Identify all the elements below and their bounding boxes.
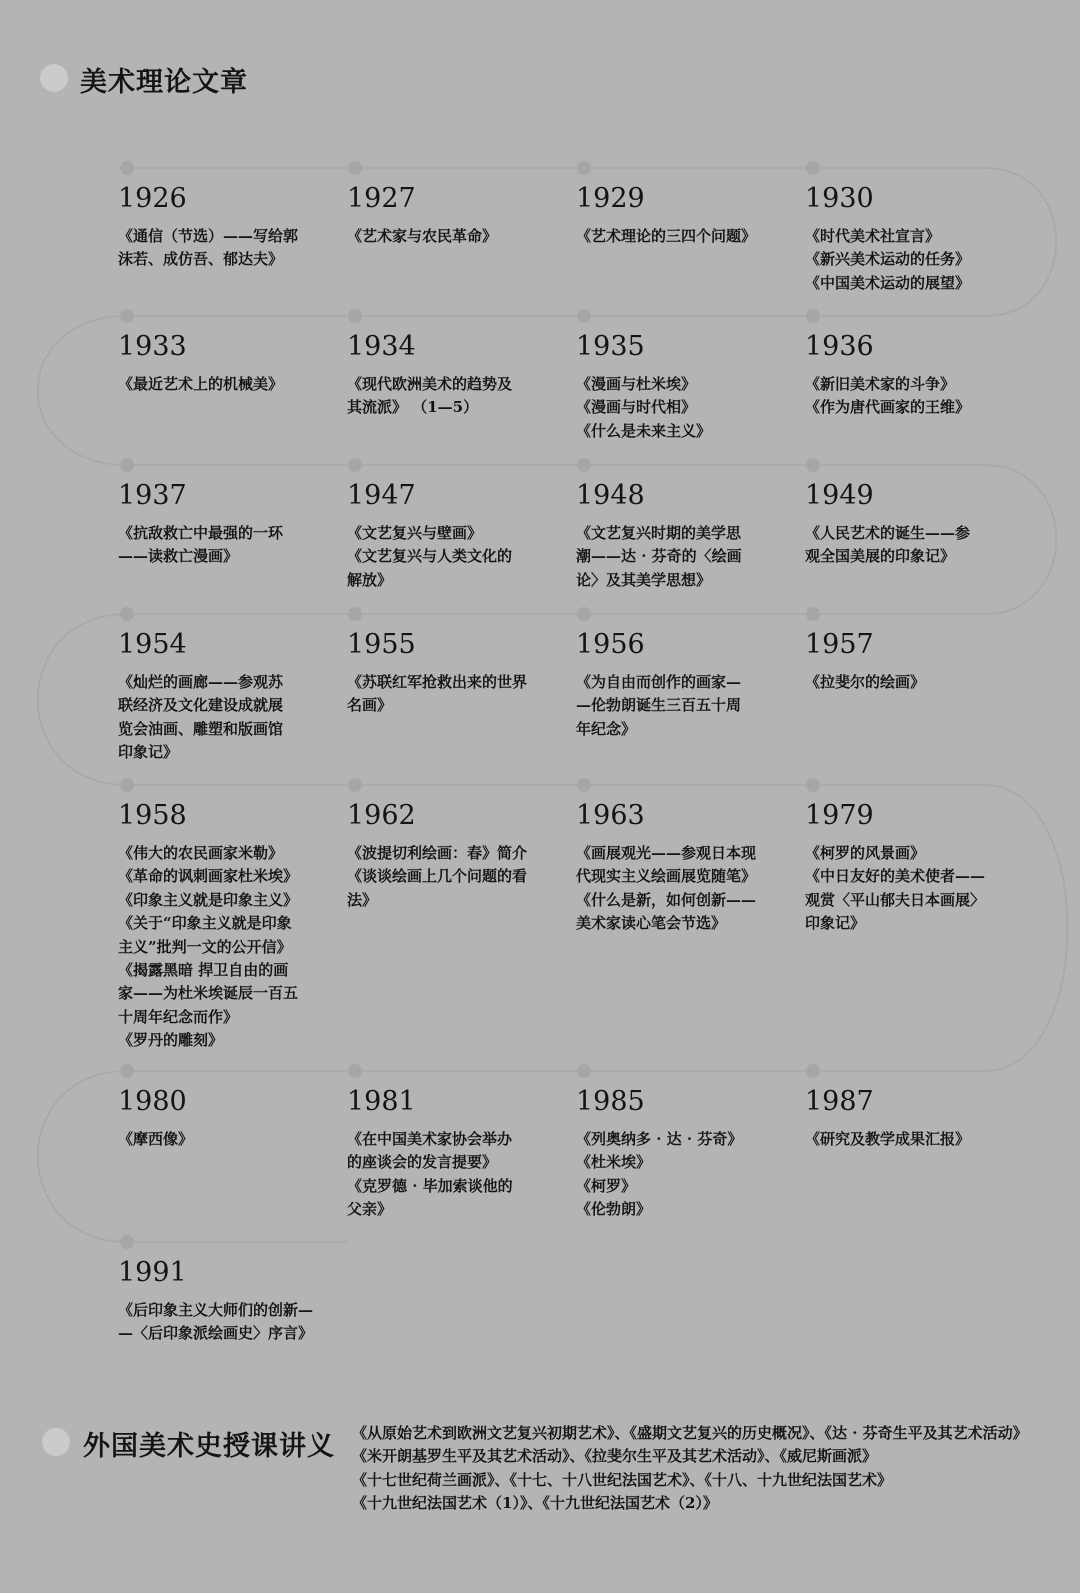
timeline-entry xyxy=(805,184,1005,295)
work-title: 沫若、成仿吾、郁达夫》 xyxy=(118,250,284,269)
works-list xyxy=(576,1128,776,1222)
work-title: 美术家读心笔会节选》 xyxy=(576,914,727,933)
work-title: 十周年纪念而作》 xyxy=(118,1007,239,1026)
work-title: 《漫画与时代相》 xyxy=(576,398,697,417)
timeline-node-dot xyxy=(806,1064,820,1078)
timeline-entry xyxy=(347,630,547,718)
work-title: 家——为杜米埃诞辰一百五 xyxy=(118,984,299,1003)
works-list xyxy=(805,225,1005,295)
work-title: 《后印象主义大师们的创新— xyxy=(118,1301,314,1319)
work-title: —〈后印象派绘画史〉序言》 xyxy=(118,1324,314,1343)
work-title: 名画》 xyxy=(347,696,393,715)
work-title: 《抗敌救亡中最强的一环 xyxy=(118,524,284,542)
year-label: 1929 xyxy=(576,183,645,214)
works-list xyxy=(576,842,776,936)
work-title: 《人民艺术的诞生——参 xyxy=(805,524,971,542)
section-marker-dot xyxy=(42,1428,70,1456)
works-list xyxy=(805,522,1005,569)
year-label: 1930 xyxy=(805,183,874,214)
year-label: 1962 xyxy=(347,800,416,831)
works-list xyxy=(118,1128,318,1151)
work-title: 《漫画与杜米埃》 xyxy=(576,375,697,393)
year-label: 1954 xyxy=(118,629,187,660)
work-title: 《柯罗的风景画》 xyxy=(805,844,926,862)
timeline-entry xyxy=(347,801,547,912)
work-title: 《关于“印象主义就是印象 xyxy=(118,914,292,933)
timeline-node-dot xyxy=(577,458,591,472)
work-title: 《革命的讽刺画家杜米埃》 xyxy=(118,867,299,886)
works-list xyxy=(805,842,1005,936)
timeline-node-dot xyxy=(806,607,820,621)
work-title: 《文艺复兴与壁画》 xyxy=(347,524,483,542)
work-title: 《摩西像》 xyxy=(118,1130,194,1148)
works-list xyxy=(805,373,1005,420)
work-title: 《研究及教学成果汇报》 xyxy=(805,1130,971,1148)
timeline-entry xyxy=(576,332,776,443)
year-label: 1957 xyxy=(805,629,874,660)
work-title: 的座谈会的发言提要》 xyxy=(347,1153,498,1172)
work-title: 《柯罗》 xyxy=(576,1176,637,1195)
timeline-entry xyxy=(118,1087,318,1151)
timeline-node-dot xyxy=(348,607,362,621)
work-title: 联经济及文化建设成就展 xyxy=(118,696,284,715)
work-title: 《在中国美术家协会举办 xyxy=(347,1130,513,1148)
timeline-entry xyxy=(347,1087,547,1222)
timeline-node-dot xyxy=(348,309,362,323)
section-title-theory: 美术理论文章 xyxy=(80,67,248,98)
year-label: 1933 xyxy=(118,331,187,362)
work-title: 《最近艺术上的机械美》 xyxy=(118,375,284,393)
work-title: 《苏联红军抢救出来的世界 xyxy=(347,673,528,691)
year-label: 1987 xyxy=(805,1086,874,1117)
timeline-entry xyxy=(805,630,1005,694)
timeline-node-dot xyxy=(577,1064,591,1078)
works-list xyxy=(347,671,547,718)
works-list xyxy=(576,373,776,443)
work-title: 《通信（节选）——写给郭 xyxy=(118,227,299,245)
work-title: 《罗丹的雕刻》 xyxy=(118,1031,224,1050)
year-label: 1958 xyxy=(118,800,187,831)
work-title: 《为自由而创作的画家— xyxy=(576,673,742,691)
timeline-node-dot xyxy=(348,161,362,175)
work-title: 法》 xyxy=(347,890,378,909)
timeline-node-dot xyxy=(806,309,820,323)
work-title: 《新兴美术运动的任务》 xyxy=(805,250,971,269)
work-title: 《伟大的农民画家米勒》 xyxy=(118,844,284,862)
work-title: 年纪念》 xyxy=(576,719,637,738)
year-label: 1949 xyxy=(805,480,874,511)
work-title: 《揭露黑暗 捍卫自由的画 xyxy=(118,961,289,980)
timeline-node-dot xyxy=(348,1064,362,1078)
timeline-node-dot xyxy=(577,161,591,175)
work-title: 览会油画、雕塑和版画馆 xyxy=(118,719,284,738)
work-title: 《什么是新，如何创新—— xyxy=(576,890,757,909)
work-title: 《中国美术运动的展望》 xyxy=(805,273,971,292)
work-title: 《印象主义就是印象主义》 xyxy=(118,890,299,909)
work-title: 观全国美展的印象记》 xyxy=(805,547,956,566)
work-title: 印象记》 xyxy=(118,743,179,762)
timeline-entry xyxy=(805,332,1005,420)
works-list xyxy=(118,373,318,396)
work-title: 《文艺复兴与人类文化的 xyxy=(347,547,513,566)
timeline-node-dot xyxy=(120,778,134,792)
lecture-line: 《十七世纪荷兰画派》、《十七、十八世纪法国艺术》、《十八、十九世纪法国艺术》 xyxy=(352,1470,893,1489)
works-list xyxy=(118,671,318,765)
timeline-node-dot xyxy=(806,161,820,175)
timeline-entry xyxy=(347,481,547,592)
year-label: 1934 xyxy=(347,331,416,362)
timeline-node-dot xyxy=(348,458,362,472)
timeline-entry xyxy=(576,184,776,248)
work-title: 《文艺复兴时期的美学思 xyxy=(576,524,742,542)
works-list xyxy=(118,522,318,569)
work-title: 代现实主义绘画展览随笔》 xyxy=(576,867,757,886)
timeline-entry xyxy=(347,332,547,420)
year-label: 1947 xyxy=(347,480,416,511)
work-title: 论〉及其美学思想》 xyxy=(576,570,712,589)
works-list xyxy=(805,671,1005,694)
timeline-entry xyxy=(347,184,547,248)
year-label: 1981 xyxy=(347,1086,416,1117)
timeline-entry xyxy=(576,801,776,936)
timeline-entry xyxy=(118,630,318,765)
work-title: 父亲》 xyxy=(347,1200,393,1219)
timeline-node-dot xyxy=(806,458,820,472)
work-title: 《时代美术社宣言》 xyxy=(805,227,941,245)
year-label: 1991 xyxy=(118,1257,187,1288)
works-list xyxy=(576,522,776,592)
timeline-node-dot xyxy=(120,1235,134,1249)
timeline-entry xyxy=(118,481,318,569)
works-list xyxy=(347,522,547,592)
lecture-line: 《米开朗基罗生平及其艺术活动》、《拉斐尔生平及其艺术活动》、《威尼斯画派》 xyxy=(352,1447,878,1466)
year-label: 1927 xyxy=(347,183,416,214)
work-title: 《现代欧洲美术的趋势及 xyxy=(347,375,513,393)
year-label: 1935 xyxy=(576,331,645,362)
work-title: 《中日友好的美术使者—— xyxy=(805,867,986,886)
work-title: —伦勃朗诞生三百五十周 xyxy=(576,696,742,715)
timeline-node-dot xyxy=(120,1064,134,1078)
work-title: 《新旧美术家的斗争》 xyxy=(805,375,956,393)
work-title: 潮——达 · 芬奇的〈绘画 xyxy=(576,547,742,566)
timeline-node-dot xyxy=(120,309,134,323)
timeline-entry xyxy=(118,332,318,396)
work-title: 《列奥纳多 · 达 · 芬奇》 xyxy=(576,1130,743,1148)
timeline-entry xyxy=(576,1087,776,1222)
works-list xyxy=(576,225,776,248)
year-label: 1956 xyxy=(576,629,645,660)
timeline-entry xyxy=(805,1087,1005,1151)
work-title: 《艺术家与农民革命》 xyxy=(347,227,498,245)
work-title: 主义”批判一文的公开信》 xyxy=(118,937,292,956)
year-label: 1985 xyxy=(576,1086,645,1117)
works-list xyxy=(347,373,547,420)
work-title: 《拉斐尔的绘画》 xyxy=(805,673,926,691)
work-title: 《波提切利绘画：春》简介 xyxy=(347,844,528,862)
lecture-line: 《十九世纪法国艺术（1）》、《十九世纪法国艺术（2）》 xyxy=(352,1494,718,1513)
work-title: 观赏〈平山郁夫日本画展〉 xyxy=(805,890,986,909)
year-label: 1980 xyxy=(118,1086,187,1117)
works-list xyxy=(118,842,318,1053)
year-label: 1955 xyxy=(347,629,416,660)
timeline-entry xyxy=(576,481,776,592)
timeline-node-dot xyxy=(577,778,591,792)
works-list xyxy=(347,1128,547,1222)
work-title: 《杜米埃》 xyxy=(576,1153,652,1172)
timeline-entry xyxy=(118,801,318,1053)
year-label: 1936 xyxy=(805,331,874,362)
work-title: 《谈谈绘画上几个问题的看 xyxy=(347,867,528,886)
work-title: 解放》 xyxy=(347,570,393,589)
timeline-node-dot xyxy=(120,161,134,175)
lecture-list xyxy=(352,1422,1072,1516)
timeline-node-dot xyxy=(577,607,591,621)
lecture-line: 《从原始艺术到欧洲文艺复兴初期艺术》、《盛期文艺复兴的历史概况》、《达 · 芬奇生平及其艺术活动》 xyxy=(352,1424,1028,1442)
section-title-lectures: 外国美术史授课讲义 xyxy=(83,1431,335,1462)
timeline-node-dot xyxy=(120,607,134,621)
work-title: 印象记》 xyxy=(805,914,866,933)
year-label: 1948 xyxy=(576,480,645,511)
works-list xyxy=(118,1299,318,1346)
year-label: 1937 xyxy=(118,480,187,511)
timeline-node-dot xyxy=(120,458,134,472)
works-list xyxy=(347,225,547,248)
timeline-entry xyxy=(576,630,776,741)
work-title: 《伦勃朗》 xyxy=(576,1200,652,1219)
work-title: 《作为唐代画家的王维》 xyxy=(805,398,971,417)
work-title: 《艺术理论的三四个问题》 xyxy=(576,227,757,245)
works-list xyxy=(347,842,547,912)
year-label: 1979 xyxy=(805,800,874,831)
timeline-entry xyxy=(118,1258,318,1346)
work-title: 《克罗德 · 毕加索谈他的 xyxy=(347,1176,513,1195)
works-list xyxy=(576,671,776,741)
year-label: 1963 xyxy=(576,800,645,831)
timeline-node-dot xyxy=(348,778,362,792)
works-list xyxy=(805,1128,1005,1151)
work-title: 《什么是未来主义》 xyxy=(576,421,712,440)
timeline-entry xyxy=(805,801,1005,936)
work-title: 《灿烂的画廊——参观苏 xyxy=(118,673,284,691)
work-title: 《画展观光——参观日本现 xyxy=(576,844,757,862)
timeline-entry xyxy=(805,481,1005,569)
timeline-entry xyxy=(118,184,318,272)
work-title: 其流派》 （1—5） xyxy=(347,398,479,417)
year-label: 1926 xyxy=(118,183,187,214)
timeline-node-dot xyxy=(806,778,820,792)
timeline-node-dot xyxy=(577,309,591,323)
works-list xyxy=(118,225,318,272)
work-title: ——读救亡漫画》 xyxy=(118,547,239,566)
